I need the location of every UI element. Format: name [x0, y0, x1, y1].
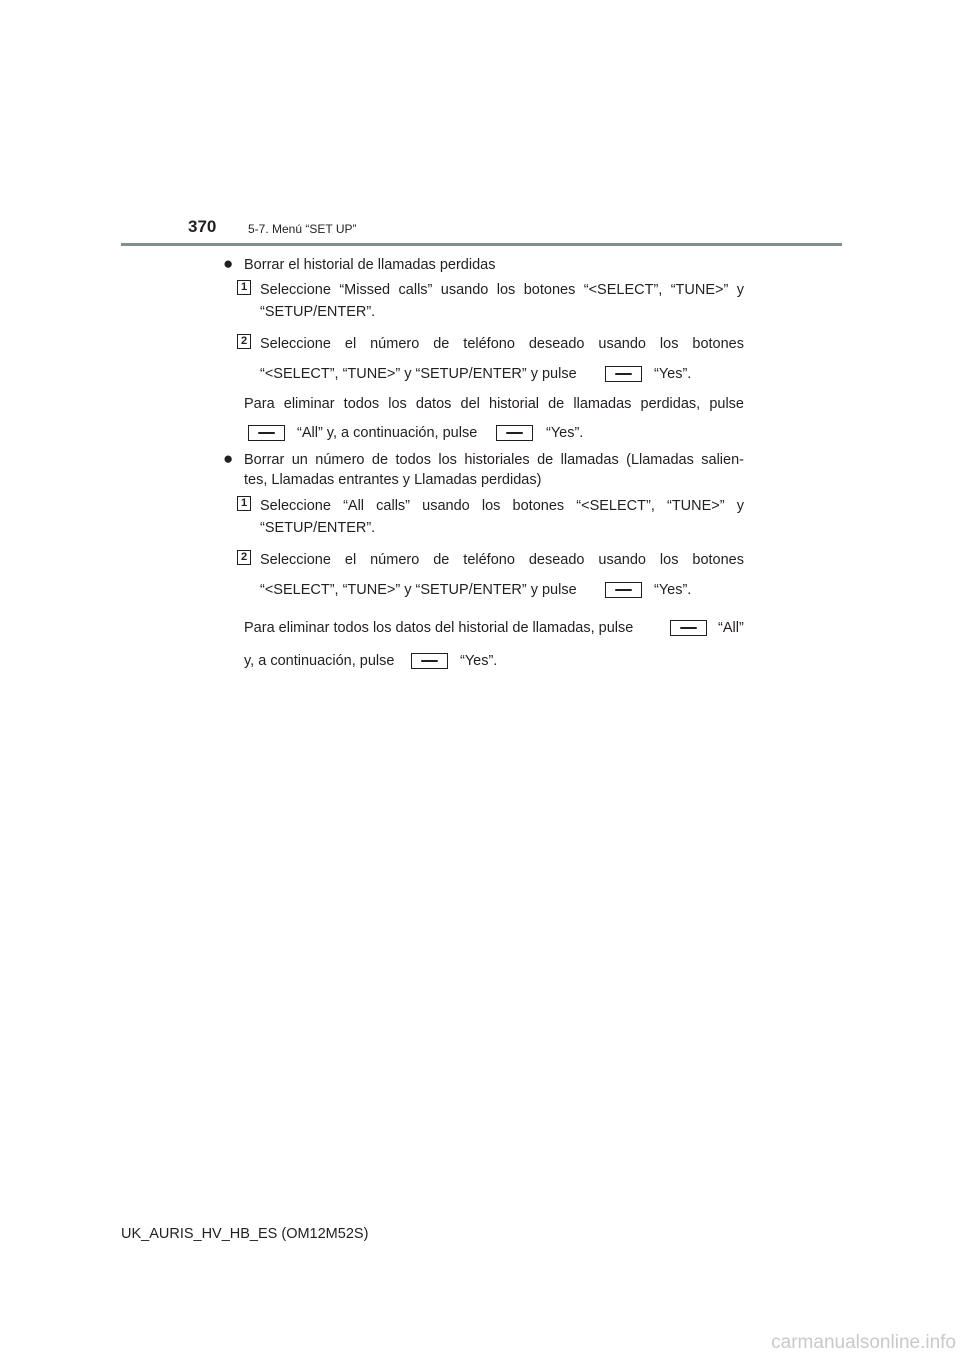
block1-title: Borrar el historial de llamadas perdidas [244, 257, 496, 273]
block1-step1-line2: “SETUP/ENTER”. [260, 304, 376, 320]
block2-note-line1: Para eliminar todos los datos del historial de llamadas, pulse [244, 620, 634, 636]
block2-note-yes: “Yes”. [460, 653, 498, 669]
block2-title-line2: tes, Llamadas entrantes y Llamadas perdidas) [244, 472, 542, 488]
block1-note-yes: “Yes”. [546, 425, 584, 441]
block2-title-line1: Borrar un número de todos los historiales de llamadas (Llamadas salien- [244, 452, 744, 468]
screen-button-icon [248, 425, 285, 441]
block2-step2-line1: Seleccione el número de teléfono deseado usando los botones [260, 552, 744, 568]
block2-step2-line2: “<SELECT”, “TUNE>” y “SETUP/ENTER” y pulse [260, 582, 577, 598]
block1-step2-line2: “<SELECT”, “TUNE>” y “SETUP/ENTER” y pulse [260, 366, 577, 382]
document-code: UK_AURIS_HV_HB_ES (OM12M52S) [121, 1226, 369, 1242]
block2-note-line2: y, a continuación, pulse [244, 653, 395, 669]
block1-note-line1: Para eliminar todos los datos del historial de llamadas perdidas, pulse [244, 396, 744, 412]
block1-step2-yes: “Yes”. [654, 366, 692, 382]
step-1-icon: 1 [237, 280, 251, 295]
block1-step2-line1: Seleccione el número de teléfono deseado usando los botones [260, 336, 744, 352]
block2-note-all: “All” [718, 620, 744, 636]
bullet-icon: ● [223, 449, 234, 468]
screen-button-icon [496, 425, 533, 441]
block1-note-all: “All” y, a continuación, pulse [297, 425, 478, 441]
section-title: 5-7. Menú “SET UP” [248, 222, 357, 236]
block1-step1-line1: Seleccione “Missed calls” usando los botones “<SELECT”, “TUNE>” y [260, 282, 744, 298]
block2-step1-line1: Seleccione “All calls” usando los botones “<SELECT”, “TUNE>” y [260, 498, 744, 514]
step-2-icon: 2 [237, 334, 251, 349]
block2-step2-yes: “Yes”. [654, 582, 692, 598]
screen-button-icon [605, 366, 642, 382]
screen-button-icon [670, 620, 707, 636]
screen-button-icon [605, 582, 642, 598]
header-rule [121, 243, 842, 246]
watermark: carmanualsonline.info [771, 1332, 956, 1353]
block2-step1-line2: “SETUP/ENTER”. [260, 520, 376, 536]
step-1-icon: 1 [237, 496, 251, 511]
bullet-icon: ● [223, 254, 234, 273]
screen-button-icon [411, 653, 448, 669]
page-number: 370 [188, 217, 217, 236]
step-2-icon: 2 [237, 550, 251, 565]
